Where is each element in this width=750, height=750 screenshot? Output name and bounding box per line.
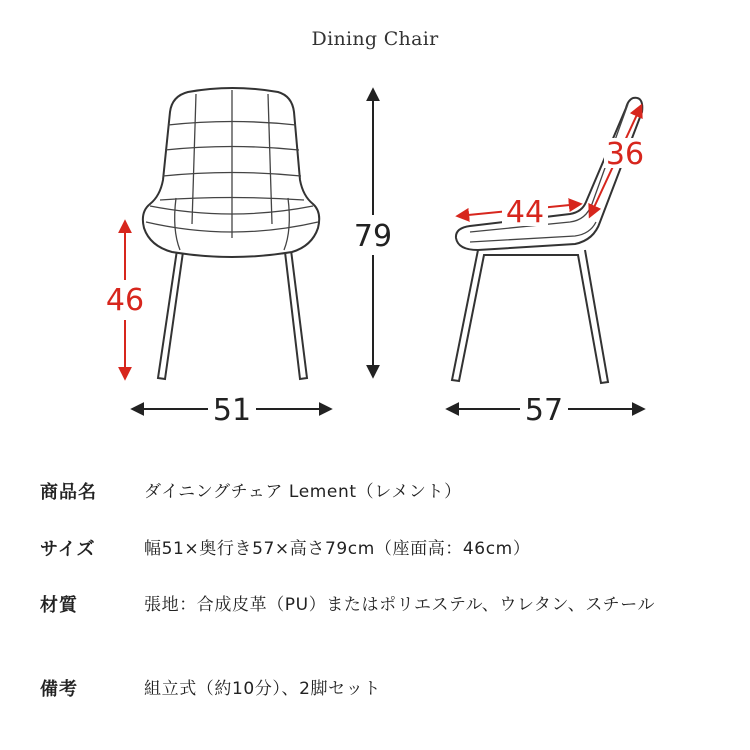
spec-label: 材質	[40, 595, 78, 616]
spec-label: サイズ	[40, 539, 96, 560]
spec-value: ダイニングチェア Lement（レメント）	[144, 482, 462, 502]
height-label: 79	[353, 219, 393, 254]
front-right-leg	[285, 250, 307, 379]
side-leg-frame	[452, 250, 608, 383]
front-view	[143, 88, 319, 379]
depth-label: 57	[524, 393, 564, 428]
spec-label: 商品名	[40, 482, 97, 503]
back-height-label: 36	[605, 137, 645, 172]
spec-value: 組立式（約10分）、2脚セット	[144, 679, 381, 699]
spec-label: 備考	[40, 679, 78, 700]
side-seat-shell	[456, 98, 645, 250]
spec-value: 張地：合成皮革（PU）またはポリエステル、ウレタン、スチール	[144, 595, 656, 615]
seat-height-label: 46	[105, 283, 145, 318]
front-left-leg	[158, 250, 183, 379]
spec-value: 幅51×奥行き57×高さ79cm（座面高：46cm）	[144, 539, 531, 559]
width-label: 51	[212, 393, 252, 428]
seat-depth-label: 44	[505, 195, 545, 230]
diagram-title: Dining Chair	[311, 28, 439, 50]
